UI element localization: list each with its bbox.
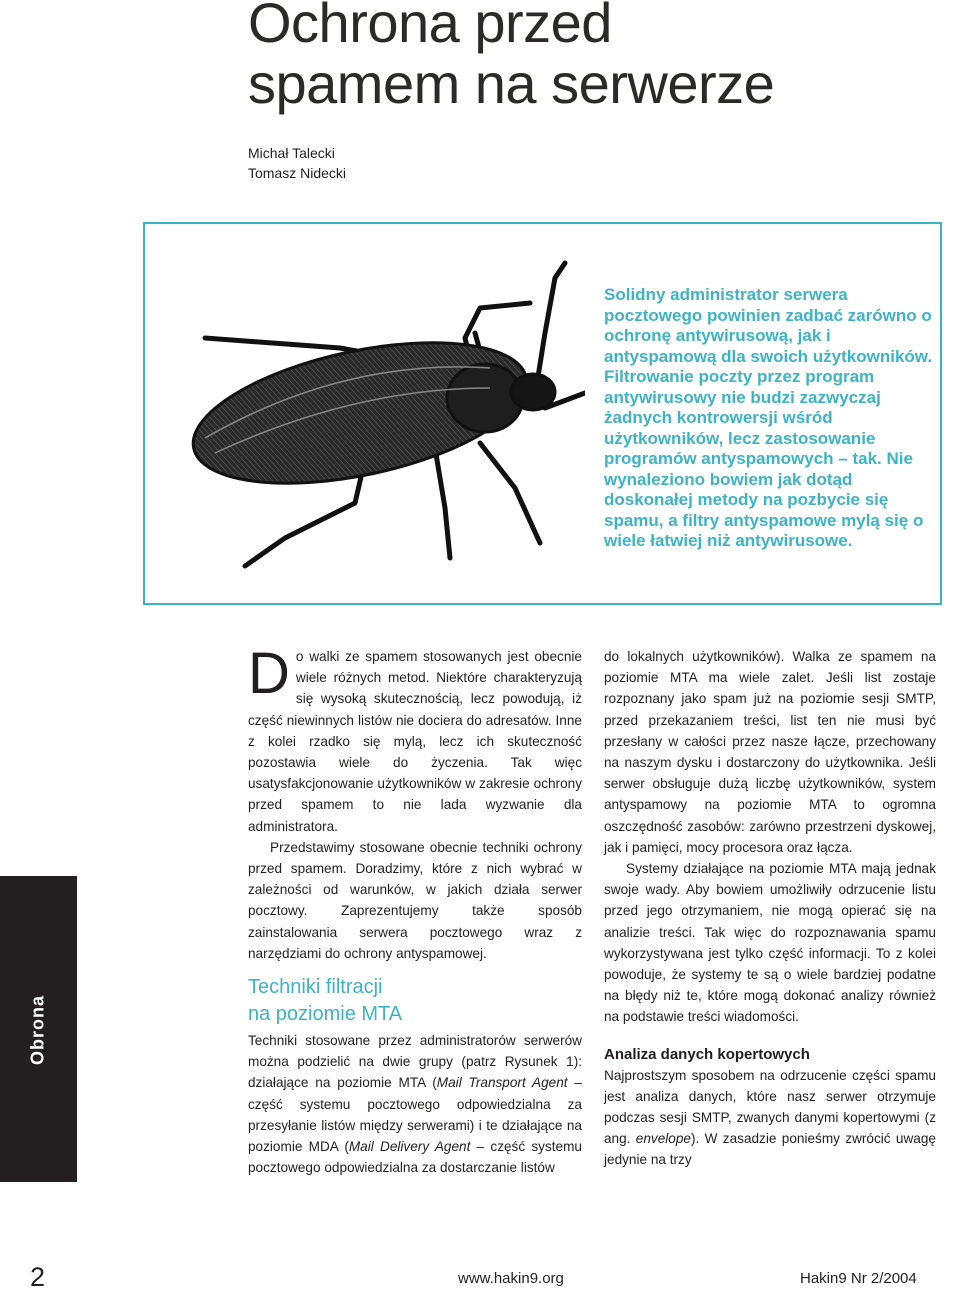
authors	[248, 143, 346, 183]
author-name: Michał Talecki	[248, 145, 335, 161]
term-envelope: envelope	[635, 1131, 691, 1147]
footer-url: www.hakin9.org	[458, 1270, 564, 1287]
section-tab-label: Obrona	[27, 994, 48, 1066]
body-paragraph	[604, 1065, 936, 1171]
body-paragraph: Przedstawimy stosowane obecnie techniki ochrony przed spamem. Doradzimy, które z nich wybrać w zależności od warunków, w jakich działa serwer pocztowy. Zaprezentujemy także sposób zainstalowania serwera pocztowego wraz z narzędziami do ochrony antyspamowej.	[248, 839, 582, 961]
footer-issue: Hakin9 Nr 2/2004	[800, 1270, 917, 1287]
body-column-left	[248, 641, 582, 1178]
drop-cap: D	[248, 641, 290, 706]
body-paragraph: do lokalnych użytkowników). Walka ze spamem na poziomie MTA ma wiele zalet. Jeśli list zostaje rozpoznany jako spam już na poziomie sesji SMTP, przed przekazaniem treści, list ten nie musi być przesłany w całości przez nasze łącze, przechowany na naszym dysku i dostarczony do użytkownika. Jeśli serwer obsługuje dużą liczbę użytkowników, system antyspamowy na poziomie MTA to ogromna oszczędność zasobów: zarówno przestrzeni dyskowej, jak i pamięci, mocy procesora oraz łącza.	[604, 649, 936, 855]
body-text: – część systemu pocztowego odpowiedzialna za dostarczanie listów	[248, 1139, 582, 1176]
term-mda: Mail Delivery Agent	[348, 1139, 471, 1155]
section-heading	[248, 974, 582, 1028]
beetle-illustration	[145, 238, 585, 588]
article-title	[248, 0, 774, 114]
article-title-line-2: spamem na serwerze	[248, 52, 775, 115]
body-text: Najprostszym sposobem na odrzucenie części spamu jest analiza danych, które nasz serwer otrzymuje podczas sesji SMTP, zwanych danymi kopertowymi (z ang.	[604, 1067, 936, 1147]
subsection-heading: Analiza danych kopertowych	[604, 1045, 810, 1063]
term-mta: Mail Transport Agent	[436, 1075, 568, 1091]
article-title-line-1: Ochrona przed	[248, 0, 612, 54]
body-paragraph	[248, 1030, 582, 1178]
intro-text: o walki ze spamem stosowanych jest obecnie wiele różnych metod. Niektóre charakteryzują się wysoką skutecznością, lecz powodują, iż część niewinnych listów nie dociera do adresatów. Inne z kolei rzadko się mylą, lecz ich skuteczność pozostawia wiele do życzenia. Tak więc usatysfakcjonowanie użytkowników w zakresie ochrony przed spamem to nie lada wyzwanie dla administratora.	[248, 649, 582, 834]
page-number: 2	[30, 1262, 46, 1292]
intro-paragraph	[248, 641, 582, 837]
body-text: Techniki stosowane przez administratorów serwerów można podzielić na dwie grupy (patrz Rysunek 1): działające na poziomie MTA (	[248, 1033, 582, 1091]
author-name: Tomasz Nidecki	[248, 165, 347, 181]
body-paragraph: Systemy działające na poziomie MTA mają jednak swoje wady. Aby bowiem umożliwiły odrzucenie listu przed jego otrzymaniem, nie mogą opierać się na analizie treści. Tak więc do rozpoznawania spamu wykorzystywana jest tylko część informacji. To z kolei powoduje, że systemy te są o wiele bardziej podatne na błędy niż te, które mogą dokonać analizy również na podstawie treści wiadomości.	[604, 861, 936, 1025]
body-text: ). W zasadzie ponieśmy zwrócić uwagę jedynie na trzy	[604, 1131, 936, 1168]
body-text: – część systemu pocztowego odpowiedzialna za przesyłanie listów między serwerami) i te działające na poziomie MDA (	[248, 1075, 582, 1155]
section-heading-line: na poziomie MTA	[248, 1003, 403, 1026]
body-column-right	[604, 646, 936, 1171]
lead-paragraph: Solidny administrator serwera pocztowego powinien zadbać zarówno o ochronę antywirusową, jak i antyspamową dla swoich użytkowników. Filtrowanie poczty przez program antywirusowy nie budzi zazwyczaj żadnych kontrowersji wśród użytkowników, lecz zastosowanie programów antyspamowych – tak. Nie wynaleziono bowiem jak dotąd doskonałej metody na pozbycie się spamu, a filtry antyspamowe mylą się o wiele łatwiej niż antywirusowe.	[604, 285, 933, 550]
section-heading-line: Techniki filtracji	[248, 976, 383, 999]
